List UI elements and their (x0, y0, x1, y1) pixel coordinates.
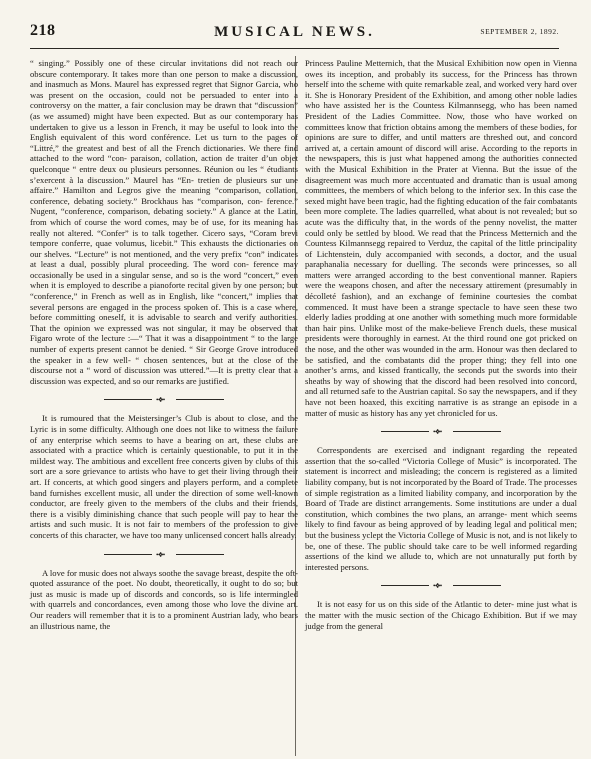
page-header (30, 22, 559, 49)
section-separator: •❖• (104, 550, 224, 559)
article-paragraph: It is rumoured that the Meistersinger’s Club is about to close, and the Lyric is in some difficulty. Although one does not like to witness the failure of any enterprise which seems to have a bearing on art, these clubs are associated with a practice which is certainly questionable, to put it in the mildest way. The ambitious and excellent free concerts given by clubs of this sort are a sore grievance to artists who have to get their living through their art. If concerts, at which good singers and players perform, and a complete band furnishes excellent music, all under the direction of some well-known conductor, are freely given to the members of the clubs and their friends, there is a visibly diminishing chance that such people will pay to hear the artists and such music. It is not fair to members of the profession to give concerts of this character, we have too many unlicensed concert halls already. (30, 413, 298, 540)
right-column (305, 58, 577, 631)
issue-date: SEPTEMBER 2, 1892. (480, 27, 559, 36)
section-separator: •❖• (104, 395, 224, 404)
section-separator: •❖• (381, 427, 501, 436)
article-paragraph: “ singing.” Possibly one of these circular invitations did not reach our obscure contemporary. It takes more than one person to make a discussion, and inasmuch as Mons. Maurel has expressed regret that Signor Garcia, who was present on the occasion, could not be persuaded to enter into a controversy on the matter, a fair conclusion may be drawn that “discussion” (as we assumed) might have been expected. But as our contemporary has undertaken to give us a lesson in French, it may be useful to look into the English equivalent of this word conférence. Let us turn to the pages of “Littré,” the greatest and best of all the French dictionaries. We there find attached to the word “con- paraison, collation, action de traiter d’un objet quelconque “ entre deux ou plusieurs personnes. Réunion ou les “ étudiants s’exercent à la discussion.” Maurel has “En- tretien de plusieurs sur une affaire.” Hamilton and Legros give the meaning “comparison, collation, conference, debating society.” Brockhaus has “comparison, con- ference.” Nugent, “conference, comparison, debating society.” A glance at the Latin, from which of course the word comes, may be of use, for its meaning has really not altered. “Confer” is to talk together. Cicero says, “Coram brevi tempore conferre, quae volumus, licebit.” This exhausts the dictionaries on our shelves. “Lecture” is not mentioned, and the very prefix “con” indicates at least a dual, possibly plural proceeding. The word con- ference may occasionally be used in a singular sense, and so is the word “concert,” even when it is employed to describe a pianoforte recital given by one person; but “conference,” in French as well as in English, like “concert,” implies that several persons are engaged in the process spoken of. This is a case where, before committing oneself, it is advisable to search and verify authorities. That the opinion we expressed was not singular, it may be observed that Figaro wrote of the lecture :—“ That it was a disappointment “ to the large number of experts present cannot be denied. “ Sir George Grove introduced the speaker in a few well- “ chosen sentences, but at the close of the discourse not a “ word of discussion was uttered.”—It is pretty clear that a discussion was expected, and so our remarks are justified. (30, 58, 298, 386)
article-paragraph: Princess Pauline Metternich, that the Musical Exhibition now open in Vienna owes its inception, and probably its success, for the Princess has thrown herself into the scheme with quite remarkable zeal, and worked very hard over it. She is Honorary President of the Exhibition, and among other noble ladies who have assisted her is the Countess Kilmannsegg, who has been named President of the Ladies Committee. Now, those who have worked on committees know that friction obtains among the members of these bodies, for opinions are sure to differ, and until matters are threshed out, and concord arrived at, a certain amount of discord will arise. According to the reports in the newspapers, this is just what happened among the authorities connected with the Musical Exhibition in the Prater at Vienna. But the issue of the disagreement was much more accentuated and dramatic than is usual among committees, the members of which belong to the inferior sex. In this case the sexed might have been tragic, had the fighting education of the fair combatants been more complete. The ladies quarrelled, what about is not revealed; but so acute was the difficulty that, in the words of the penny novelist, the matter could only be settled by blood. We read that the Princess Metternich and the Countess Kilmannsegg repaired to Verduz, the capital of the little principality of Lichtenstein, duly accompanied with seconds, a doctor, and the usual paraphanalia necessary for duelling. The seconds were princesses, so all matters were arranged according to the best conventional manner. Rapiers were the weapons chosen, and after the necessary attirement (presumably in décolleté fashion), and an exchange of feminine courtesies the combat commenced. It must have been a strange spectacle to have seen these two elderly ladies prodding at one another with something much more formidable than hair pins. Unlike most of the make-believe French duels, these musical presidents were thoroughly in earnest. At the third round one got pricked on the nose, and the other was wounded in the arm. Honour was then declared to be satisfied, and the combatants did the proper thing; they fell into one another’s arms, and kissed frantically, the seconds put the swords into their sheaths by way of showing that the discord had been resolved into concord, and all returned safe to the Austrian capital. So say the newspapers, and if they have not been hoaxed, this exciting narrative is as strange an episode in a matter of music as history has any yet chronicled for us. (305, 58, 577, 418)
article-paragraph: It is not easy for us on this side of the Atlantic to deter- mine just what is the matter with the music section of the Chicago Exhibition. But if we may judge from the general (305, 599, 577, 631)
journal-title: MUSICAL NEWS. (214, 24, 375, 40)
left-column (30, 58, 298, 631)
section-separator: •❖• (381, 581, 501, 590)
page-number: 218 (30, 22, 56, 39)
article-paragraph: A love for music does not always soothe the savage breast, despite the oft-quoted assurance of the poet. No doubt, theoretically, it ought to do so; but just as music is made up of discords and concords, so is life intermingled with quarrels and concordances, even among those who love the divine art. Our readers will remember that it is to a prominent Austrian lady, who bears an illustrious name, the (30, 567, 298, 631)
article-paragraph: Correspondents are exercised and indignant regarding the repeated assertion that the so-called “Victoria College of Music” is incorporated. The statement is incorrect and misleading; the concern is registered as a limited liability company, but is not incorporated by the Board of Trade. The processes of simple registration as a limited liability company, and incorporation by the Board of Trade are distinct arrangements. Some institutions are under a dual constitution, which combines the two plans, an arrange- ment which seems likely to find favour as being approved of by leading legal and political men; but the business yclept the Victoria College of Music is not, and is not likely to be, one of these. The public should take care to be well informed regarding assertions of the kind we allude to, which are not unnaturally put forth by interested persons. (305, 445, 577, 572)
